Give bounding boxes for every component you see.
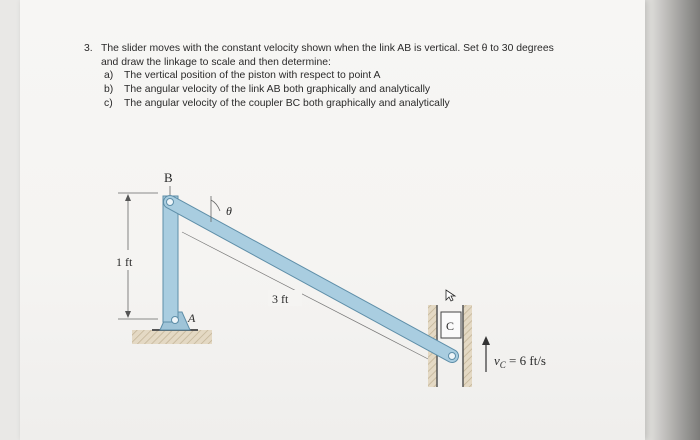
pin-b [167,199,174,206]
ground-support-a [132,330,212,344]
problem-number: 3. [84,43,93,54]
guide-right [463,305,472,387]
theta-arc [211,200,220,211]
mouse-cursor-icon [446,290,455,301]
label-a: A [188,311,196,325]
pin-c [449,353,456,360]
dim-bc-label: 3 ft [272,292,289,306]
part-c: c) The angular velocity of the coupler BC both graphically and analytically [104,97,450,109]
dim-bc-line [182,232,432,361]
problem-statement: The slider moves with the constant velocity shown when the link AB is vertical. Set θ to 30 degrees [101,43,554,54]
dim-arrow-bottom [125,311,131,318]
label-c: C [446,319,455,333]
pin-a [172,317,179,324]
part-a: a) The vertical position of the piston with respect to point A [104,70,381,82]
part-b: b) The angular velocity of the link AB both graphically and analytically [104,84,431,96]
coupler-bc [170,202,455,356]
dim-ab-label: 1 ft [116,255,133,269]
dim-arrow-top [125,194,131,201]
velocity-label: $v_C = 6$ ft/s [494,353,546,370]
label-b: B [164,170,173,185]
label-theta: θ [226,204,232,218]
velocity-arrow-head [482,336,490,345]
problem-statement-continued: and draw the linkage to scale and then determine: [101,56,331,68]
link-ab [163,196,178,322]
